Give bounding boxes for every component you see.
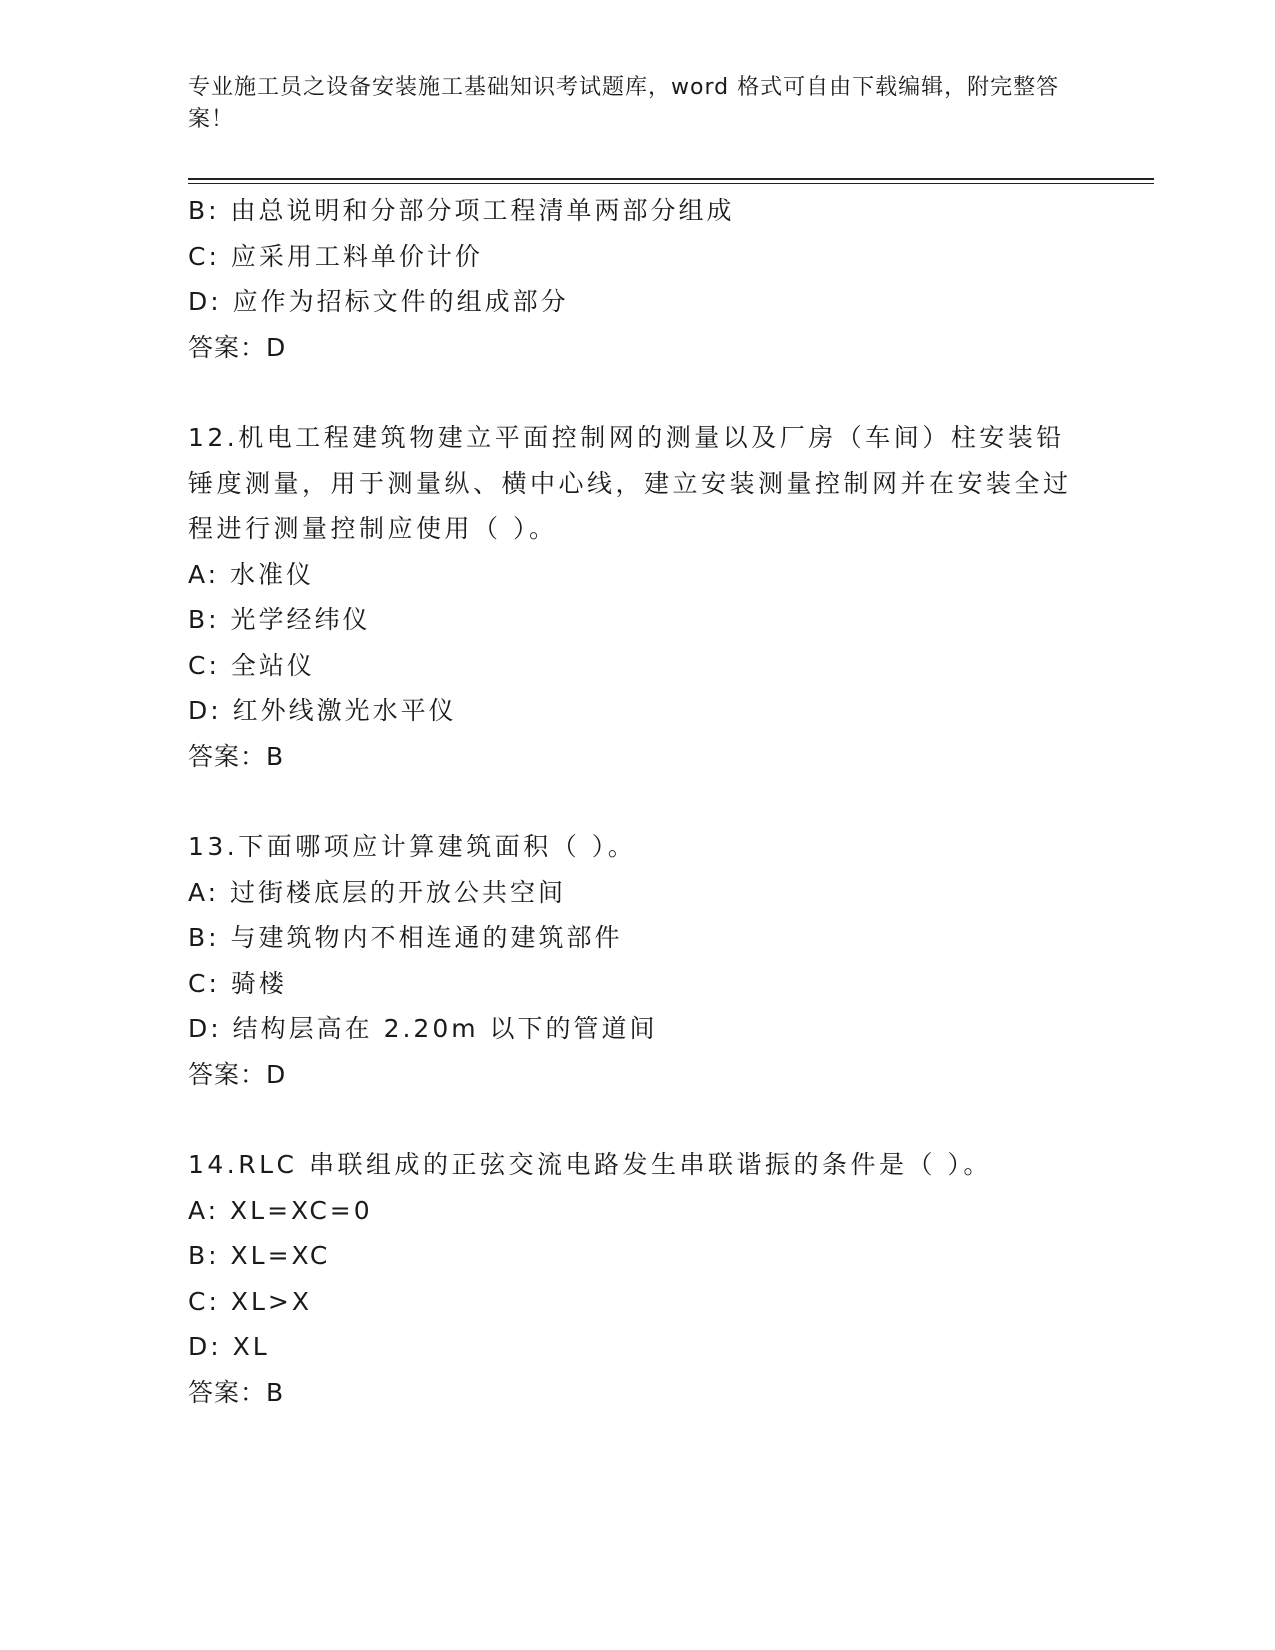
option-a: A: XL=XC=0	[188, 1195, 373, 1225]
option-b: B: 光学经纬仪	[188, 605, 371, 634]
option-d: D: XL	[188, 1332, 270, 1361]
header-divider-thick	[188, 178, 1154, 180]
header-divider-thin	[188, 183, 1154, 184]
question-block-12	[188, 415, 1088, 779]
document-header: 专业施工员之设备安装施工基础知识考试题库，word 格式可自由下载编辑，附完整答案！	[188, 75, 1060, 132]
option-a: A: 水准仪	[188, 559, 315, 589]
option-b: B: XL=XC	[188, 1241, 331, 1270]
spacer	[188, 370, 1088, 415]
question-block-14	[188, 1142, 1088, 1415]
question-stem: 14.RLC 串联组成的正弦交流电路发生串联谐振的条件是（ ）。	[188, 1150, 992, 1179]
option-b: B: 与建筑物内不相连通的建筑部件	[188, 923, 623, 952]
option-d: D: 应作为招标文件的组成部分	[188, 287, 569, 316]
option-d: D: 结构层高在 2.20m 以下的管道间	[188, 1014, 658, 1043]
spacer	[188, 779, 1088, 824]
option-b: B: 由总说明和分部分项工程清单两部分组成	[188, 196, 735, 225]
question-block-13	[188, 824, 1088, 1097]
answer-line: 答案：B	[188, 1377, 285, 1407]
option-c: C: 骑楼	[188, 968, 287, 998]
option-a: A: 过街楼底层的开放公共空间	[188, 877, 567, 907]
question-block-11	[188, 188, 1088, 370]
option-c: C: 全站仪	[188, 650, 315, 680]
answer-line: 答案：D	[188, 1059, 287, 1089]
question-stem: 12.机电工程建筑物建立平面控制网的测量以及厂房（车间）柱安装铅锤度测量，用于测量纵、横中心线，建立安装测量控制网并在安装全过程进行测量控制应使用（ ）。	[188, 423, 1072, 543]
question-stem: 13.下面哪项应计算建筑面积（ ）。	[188, 832, 637, 861]
question-list	[188, 188, 1088, 1415]
option-c: C: 应采用工料单价计价	[188, 241, 483, 271]
answer-line: 答案：B	[188, 741, 285, 771]
option-d: D: 红外线激光水平仪	[188, 696, 457, 725]
spacer	[188, 1097, 1088, 1142]
option-c: C: XL>X	[188, 1286, 312, 1316]
answer-line: 答案：D	[188, 332, 287, 362]
